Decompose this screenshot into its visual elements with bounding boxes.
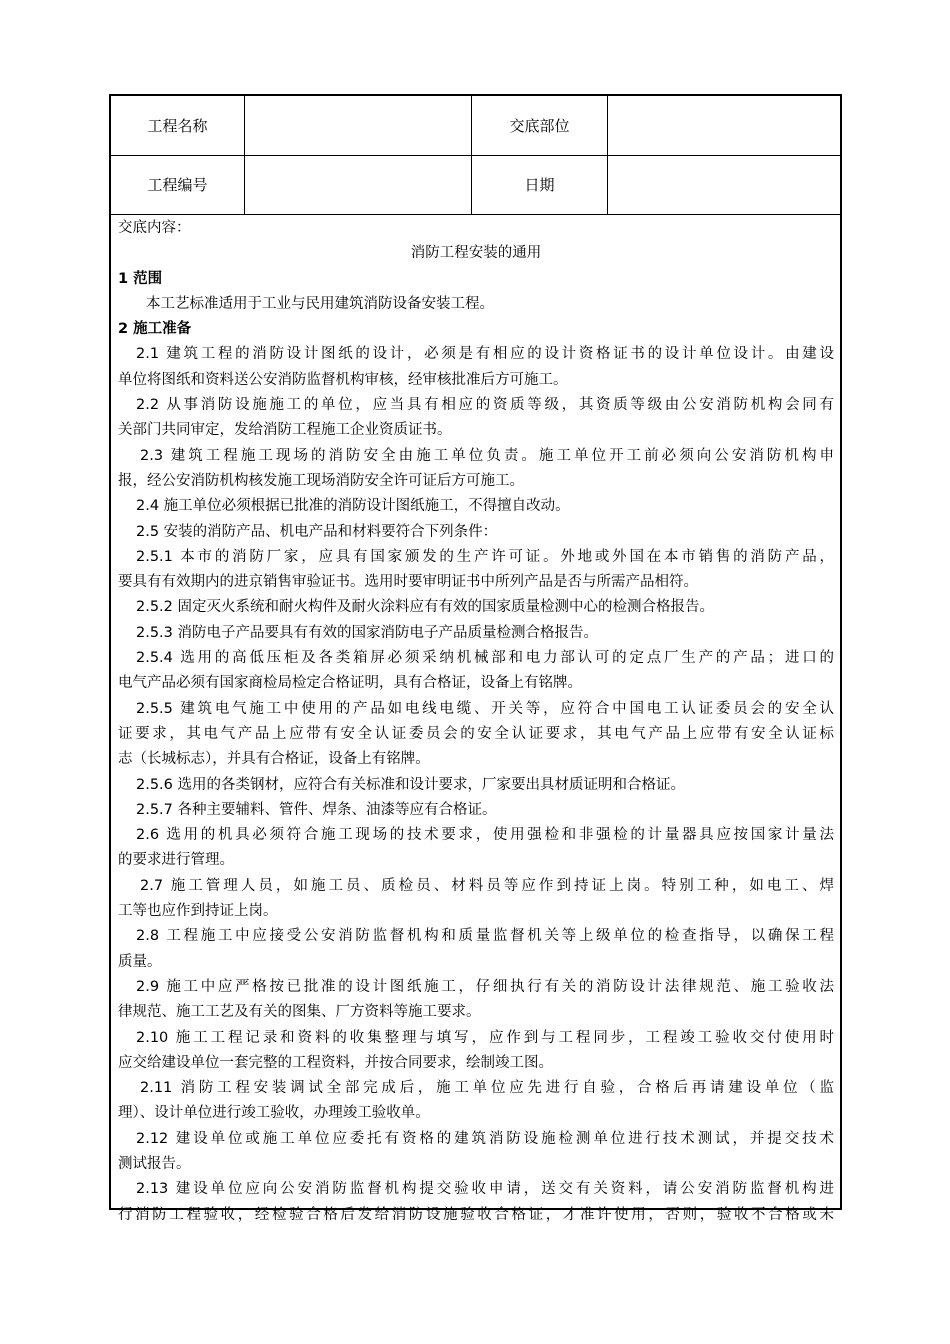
date-field[interactable]	[608, 155, 840, 214]
para-line: 2.5.7 各种主要辅料、管件、焊条、油漆等应有合格证。	[136, 801, 497, 818]
para-line: 2.5.3 消防电子产品要具有有效的国家消防电子产品质量检测合格报告。	[136, 624, 599, 641]
para-line: 电气产品必须有国家商检局检定合格证明，具有合格证，设备上有铭牌。	[118, 675, 582, 692]
para-line: 2.5 安装的消防产品、机电产品和材料要符合下列条件：	[136, 523, 498, 540]
section-2-heading: 2 施工准备	[118, 321, 192, 338]
para-line: 志（长城标志），并具有合格证，设备上有铭牌。	[118, 751, 430, 768]
para-line: 2.3 建筑工程施工现场的消防安全由施工单位负责。施工单位开工前必须向公安消防机构申	[140, 447, 834, 464]
para-line: 2.11 消防工程安装调试全部完成后，施工单位应先进行自验，合格后再请建设单位（监	[140, 1080, 834, 1097]
project-number-field[interactable]	[245, 155, 472, 214]
para-line: 工等也应作到持证上岗。	[118, 903, 278, 920]
para-line: 2.8 工程施工中应接受公安消防监督机构和质量监督机关等上级单位的检查指导，以确保工程	[136, 928, 834, 945]
content-intro: 交底内容：	[118, 220, 191, 236]
para-line: 2.12 建设单位或施工单位应委托有资格的建筑消防设施检测单位进行技术测试，并提交技术	[136, 1130, 834, 1147]
para-line: 2.7 施工管理人员，如施工员、质检员、材料员等应作到持证上岗。特别工种，如电工、焊	[140, 877, 834, 894]
para-line: 2.13 建设单位应向公安消防监督机构提交验收申请，送交有关资料，请公安消防监督机构进	[136, 1181, 834, 1198]
para-line: 报，经公安消防机构核发施工现场消防安全许可证后方可施工。	[118, 472, 524, 489]
para-line: 2.10 施工工程记录和资料的收集整理与填写，应作到与工程同步，工程竣工验收交付使用时	[136, 1029, 834, 1046]
para-line: 应交给建设单位一套完整的工程资料，并按合同要求，绘制竣工图。	[118, 1054, 553, 1071]
disclosure-part-label: 交底部位	[472, 96, 608, 155]
para-line: 2.5.2 固定灭火系统和耐火构件及耐火涂料应有有效的国家质量检测中心的检测合格报告。	[136, 599, 714, 616]
para-line: 的要求进行管理。	[118, 852, 234, 869]
para-line: 关部门共同审定，发给消防工程施工企业资质证书。	[118, 422, 452, 439]
doc-title: 消防工程安装的通用	[410, 245, 542, 262]
para-line: 2.4 施工单位必须根据已批准的消防设计图纸施工，不得擅自改动。	[136, 498, 570, 515]
disclosure-form	[109, 94, 842, 1223]
header-row-2	[111, 155, 840, 215]
para-line: 行消防工程验收，经检验合格后发给消防设施验收合格证，才准许使用，否则，验收不合格或未	[118, 1206, 834, 1223]
para-line: 2.2 从事消防设施施工的单位，应当具有相应的资质等级，其资质等级由公安消防机构会同有	[136, 397, 834, 414]
para-line: 理）、设计单位进行竣工验收，办理竣工验收单。	[118, 1105, 430, 1122]
project-number-label: 工程编号	[111, 155, 245, 214]
para-line: 质量。	[118, 953, 162, 970]
para-line: 2.5.5 建筑电气施工中使用的产品如电线电缆、开关等，应符合中国电工认证委员会的安全认	[136, 700, 834, 717]
project-name-label: 工程名称	[111, 96, 245, 155]
para-line: 2.5.1 本市的消防厂家，应具有国家颁发的生产许可证。外地或外国在本市销售的消防产品，	[136, 548, 834, 565]
para-line: 2.9 施工中应严格按已批准的设计图纸施工，仔细执行有关的消防设计法律规范、施工验收法	[136, 978, 834, 995]
disclosure-content	[118, 216, 834, 1228]
header-row-1	[111, 96, 840, 156]
para-line: 2.5.6 选用的各类钢材，应符合有关标准和设计要求，厂家要出具材质证明和合格证。	[136, 776, 686, 793]
date-label: 日期	[472, 155, 608, 214]
section-1-heading: 1 范围	[118, 270, 163, 287]
para-line: 律规范、施工工艺及有关的图集、厂方资料等施工要求。	[118, 1004, 481, 1021]
disclosure-part-field[interactable]	[608, 96, 840, 155]
para-line: 单位将图纸和资料送公安消防监督机构审核，经审核批准后方可施工。	[118, 371, 568, 388]
para-line: 要具有有效期内的进京销售审验证书。选用时要审明证书中所列产品是否与所需产品相符。	[118, 574, 698, 591]
section-1-text: 本工艺标准适用于工业与民用建筑消防设备安装工程。	[146, 295, 494, 312]
para-line: 证要求，其电气产品上应带有安全认证委员会的安全认证要求，其电气产品上应带有安全认证标	[118, 725, 834, 742]
para-line: 2.1 建筑工程的消防设计图纸的设计，必须是有相应的设计资格证书的设计单位设计。由建设	[136, 346, 834, 363]
para-line: 测试报告。	[118, 1155, 191, 1172]
para-line: 2.6 选用的机具必须符合施工现场的技术要求，使用强检和非强检的计量器具应按国家计量法	[136, 827, 834, 844]
project-name-field[interactable]	[245, 96, 472, 155]
para-line: 2.5.4 选用的高低压柜及各类箱屏必须采纳机械部和电力部认可的定点厂生产的产品；进口的	[136, 650, 834, 667]
